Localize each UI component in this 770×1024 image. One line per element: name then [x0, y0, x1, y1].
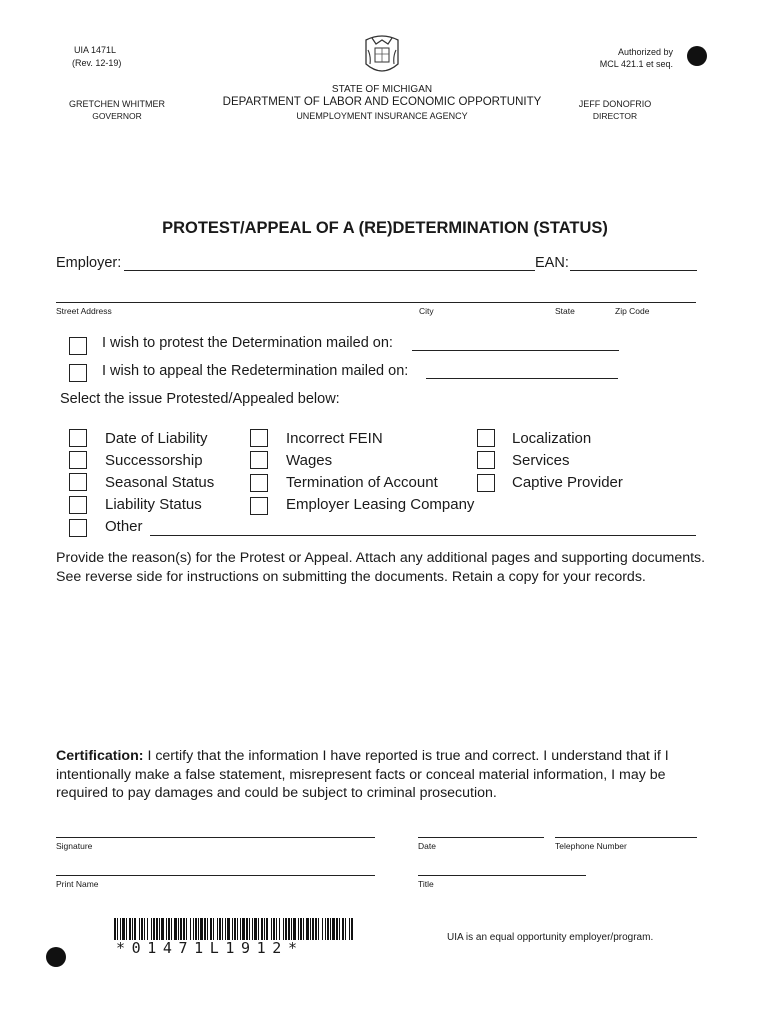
- date-of-liability-checkbox[interactable]: [69, 429, 87, 447]
- certification-text: I certify that the information I have reported is true and correct. I understand that if I intentionally make a false statement, misrepresent facts or conceal material information, I may be required to pay damages and could be subject to criminal prosecution.: [56, 748, 669, 801]
- barcode-icon: [114, 918, 354, 940]
- date-input[interactable]: [418, 837, 544, 838]
- other-input[interactable]: [150, 535, 696, 536]
- employer-leasing-company-label: Employer Leasing Company: [286, 496, 475, 513]
- successorship-label: Successorship: [105, 452, 203, 469]
- director-title: DIRECTOR: [592, 111, 638, 121]
- other-checkbox[interactable]: [69, 519, 87, 537]
- appeal-date-input[interactable]: [426, 378, 618, 379]
- wages-checkbox[interactable]: [250, 451, 268, 469]
- governor-name: GRETCHEN WHITMER: [69, 99, 165, 109]
- seasonal-status-label: Seasonal Status: [105, 474, 215, 491]
- address-input[interactable]: [56, 302, 696, 303]
- termination-of-account-label: Termination of Account: [286, 474, 438, 491]
- director-name: JEFF DONOFRIO: [578, 99, 652, 109]
- employer-label: Employer:: [56, 255, 122, 271]
- registration-mark-bottom: [46, 947, 66, 967]
- other-label: Other: [105, 518, 143, 535]
- services-checkbox[interactable]: [477, 451, 495, 469]
- telephone-input[interactable]: [555, 837, 697, 838]
- michigan-state-seal-icon: [362, 34, 402, 78]
- employer-input[interactable]: [124, 270, 535, 271]
- barcode-text: *01471L1912*: [116, 939, 304, 957]
- localization-label: Localization: [512, 430, 592, 447]
- date-label: Date: [418, 841, 436, 851]
- zip-code-label: Zip Code: [615, 306, 650, 316]
- reasons-text-area[interactable]: [56, 610, 696, 740]
- reasons-instructions: Provide the reason(s) for the Protest or Appeal. Attach any additional pages and supporting documents. See reverse side for instructions on submitting the documents. Retain a copy for your records.: [56, 550, 706, 585]
- state-label: State: [555, 306, 575, 316]
- incorrect-fein-label: Incorrect FEIN: [286, 430, 383, 447]
- liability-status-label: Liability Status: [105, 496, 202, 513]
- employer-leasing-company-checkbox[interactable]: [250, 497, 268, 515]
- signature-label: Signature: [56, 841, 93, 851]
- services-label: Services: [512, 452, 570, 469]
- appeal-label: I wish to appeal the Redetermination mailed on:: [102, 363, 409, 379]
- issue-prompt: Select the issue Protested/Appealed below:: [60, 391, 340, 407]
- department-name: DEPARTMENT OF LABOR AND ECONOMIC OPPORTUNITY: [222, 96, 542, 108]
- print-name-label: Print Name: [56, 879, 99, 889]
- form-title: PROTEST/APPEAL OF A (RE)DETERMINATION (STATUS): [162, 219, 608, 237]
- governor-title: GOVERNOR: [92, 111, 142, 121]
- state-name: STATE OF MICHIGAN: [331, 84, 433, 95]
- liability-status-checkbox[interactable]: [69, 496, 87, 514]
- authorized-by: Authorized by: [617, 47, 673, 57]
- certification-label: Certification:: [56, 748, 144, 764]
- registration-mark-top: [687, 46, 707, 66]
- title-input[interactable]: [418, 875, 586, 876]
- successorship-checkbox[interactable]: [69, 451, 87, 469]
- city-label: City: [419, 306, 434, 316]
- title-label: Title: [418, 879, 434, 889]
- print-name-input[interactable]: [56, 875, 375, 876]
- signature-input[interactable]: [56, 837, 375, 838]
- appeal-checkbox[interactable]: [69, 364, 87, 382]
- street-address-label: Street Address: [56, 306, 112, 316]
- form-number: UIA 1471L: [74, 45, 117, 55]
- equal-opportunity-statement: UIA is an equal opportunity employer/program.: [447, 932, 654, 943]
- wages-label: Wages: [286, 452, 333, 469]
- form-revision: (Rev. 12-19): [72, 58, 122, 68]
- protest-date-input[interactable]: [412, 350, 619, 351]
- protest-label: I wish to protest the Determination mailed on:: [102, 335, 393, 351]
- seasonal-status-checkbox[interactable]: [69, 473, 87, 491]
- date-of-liability-label: Date of Liability: [105, 430, 208, 447]
- certification-statement: [56, 747, 708, 803]
- ean-input[interactable]: [570, 270, 697, 271]
- captive-provider-checkbox[interactable]: [477, 474, 495, 492]
- telephone-label: Telephone Number: [555, 841, 627, 851]
- termination-of-account-checkbox[interactable]: [250, 474, 268, 492]
- authorized-statute: MCL 421.1 et seq.: [599, 59, 673, 69]
- localization-checkbox[interactable]: [477, 429, 495, 447]
- ean-label: EAN:: [535, 255, 569, 271]
- captive-provider-label: Captive Provider: [512, 474, 623, 491]
- agency-name: UNEMPLOYMENT INSURANCE AGENCY: [296, 111, 468, 121]
- incorrect-fein-checkbox[interactable]: [250, 429, 268, 447]
- protest-checkbox[interactable]: [69, 337, 87, 355]
